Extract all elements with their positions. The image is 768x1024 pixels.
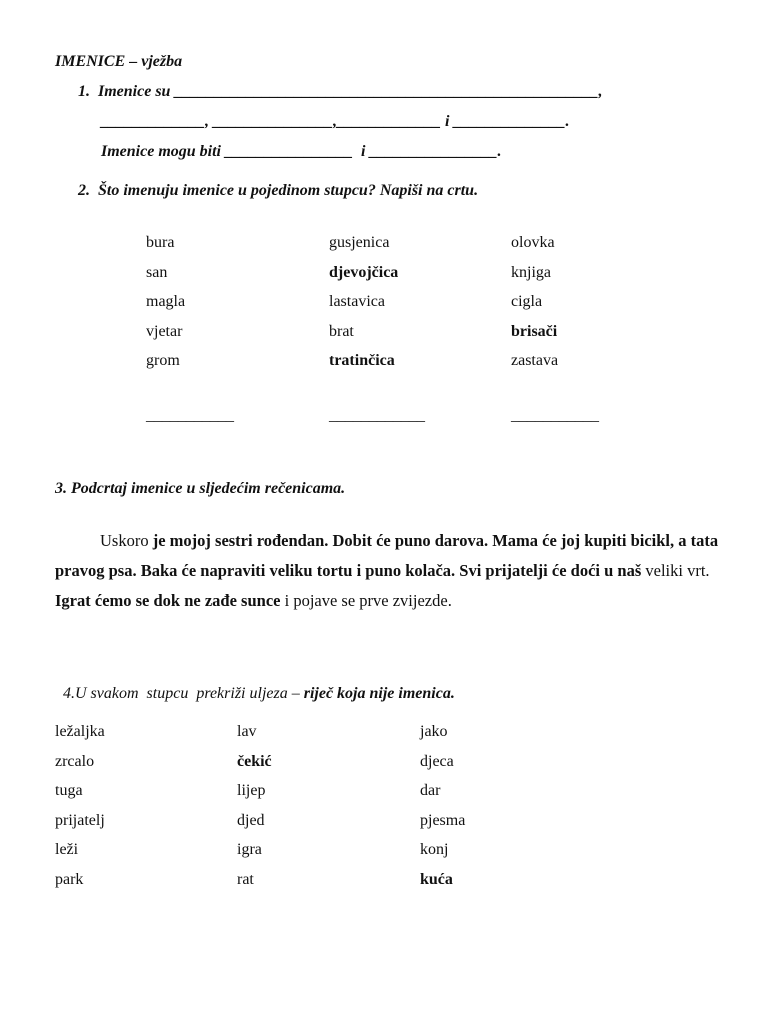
word: ležaljka xyxy=(55,723,105,740)
word: igra xyxy=(237,841,262,858)
word: leži xyxy=(55,841,79,858)
word: lastavica xyxy=(329,293,385,310)
word: zrcalo xyxy=(55,753,95,770)
q4-prompt xyxy=(55,670,455,702)
word: vjetar xyxy=(146,323,183,340)
word: knjiga xyxy=(511,264,551,281)
word: brat xyxy=(329,323,354,340)
paragraph-text: je mojoj sestri rođendan. Dobit će puno darova. Mama će joj kupiti bicikl, a tata pravog psa. Baka će napraviti veliku tortu i puno kolača. Svi prijatelji će doći u naš xyxy=(55,531,719,580)
word: pjesma xyxy=(420,812,466,829)
q2-prompt: 2. Što imenuju imenice u pojedinom stupcu? Napiši na crtu. xyxy=(78,182,479,199)
word: olovka xyxy=(511,234,555,251)
q1-line3: Imenice mogu biti ________________ i ________________. xyxy=(101,143,502,160)
word: konj xyxy=(420,841,449,858)
q1-line2: _____________, _______________,_____________ i ______________. xyxy=(101,113,570,130)
paragraph-text: veliki vrt. xyxy=(641,561,710,580)
word: jako xyxy=(420,723,448,740)
answer-line-3: ___________ xyxy=(511,407,599,424)
q3-paragraph xyxy=(55,526,735,616)
word: čekić xyxy=(237,753,272,770)
q4-prompt-part2: riječ koja nije imenica. xyxy=(303,685,455,702)
paragraph-text: Uskoro xyxy=(100,531,153,550)
word: lijep xyxy=(237,782,266,799)
answer-line-1: ___________ xyxy=(146,407,234,424)
word: djeca xyxy=(420,753,454,770)
paragraph-text: i pojave se prve zvijezde. xyxy=(280,591,452,610)
word: zastava xyxy=(511,352,559,369)
word: tratinčica xyxy=(329,352,395,369)
word: djed xyxy=(237,812,265,829)
word: grom xyxy=(146,352,180,369)
word: gusjenica xyxy=(329,234,390,251)
word: cigla xyxy=(511,293,543,310)
answer-line-2: ____________ xyxy=(329,407,425,424)
word: park xyxy=(55,871,84,888)
word: rat xyxy=(237,871,254,888)
word: dar xyxy=(420,782,441,799)
word: kuća xyxy=(420,871,453,888)
q1-line1: 1. Imenice su _____________________________________________________, xyxy=(78,83,603,100)
q3-prompt: 3. Podcrtaj imenice u sljedećim rečenicama. xyxy=(55,480,346,497)
q4-prompt-part1: 4.U svakom stupcu prekriži uljeza – xyxy=(63,685,304,702)
word: bura xyxy=(146,234,175,251)
word: lav xyxy=(237,723,257,740)
paragraph-text: Igrat ćemo se dok ne zađe sunce xyxy=(55,591,281,610)
word: brisači xyxy=(511,323,558,340)
word: prijatelj xyxy=(55,812,105,829)
page-title: IMENICE – vježba xyxy=(55,53,183,70)
word: djevojčica xyxy=(329,264,399,281)
word: tuga xyxy=(55,782,83,799)
word: magla xyxy=(146,293,186,310)
word: san xyxy=(146,264,168,281)
